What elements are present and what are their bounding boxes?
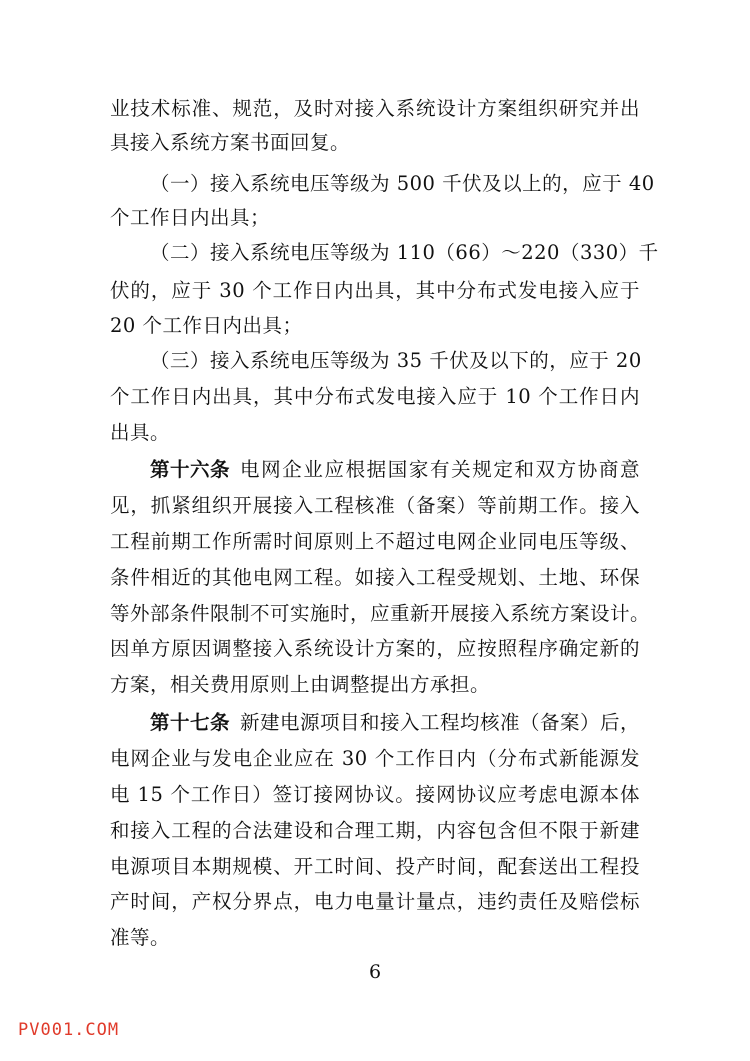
text-line: （三）接入系统电压等级为 35 千伏及以下的，应于 20 (150, 349, 642, 372)
text-line: （一）接入系统电压等级为 500 千伏及以上的，应于 40 (150, 172, 655, 195)
watermark: PV001.COM (18, 1020, 120, 1040)
text-line: 工程前期工作所需时间原则上不超过电网企业同电压等级、 (110, 530, 640, 553)
text-line: 等外部条件限制不可实施时，应重新开展接入系统方案设计。 (110, 602, 651, 625)
article-16-first-line (150, 458, 640, 482)
text-line: （二）接入系统电压等级为 110（66）～220（330）千 (150, 241, 659, 264)
text-line: 20 个工作日内出具； (110, 314, 303, 337)
article-17-first-line (150, 711, 640, 735)
article-17-heading: 第十七条 (150, 711, 231, 734)
text-line: 出具。 (110, 421, 171, 444)
text-line: 电网企业应根据国家有关规定和双方协商意 (240, 458, 640, 481)
text-line: 产时间，产权分界点，电力电量计量点，违约责任及赔偿标 (110, 890, 640, 913)
article-16-heading: 第十六条 (150, 458, 231, 481)
text-line: 方案，相关费用原则上由调整提出方承担。 (110, 673, 491, 696)
text-line: 电源项目本期规模、开工时间、投产时间，配套送出工程投 (110, 855, 640, 878)
text-line: 因单方原因调整接入系统设计方案的，应按照程序确定新的 (110, 637, 640, 660)
text-line: 见，抓紧组织开展接入工程核准（备案）等前期工作。接入 (110, 494, 640, 517)
text-line: 具接入系统方案书面回复。 (110, 131, 351, 154)
text-line: 准等。 (110, 926, 171, 949)
text-line: 个工作日内出具，其中分布式发电接入应于 10 个工作日内 (110, 385, 640, 408)
page-number: 6 (368, 961, 382, 983)
text-line: 个工作日内出具； (110, 206, 271, 229)
text-line: 条件相近的其他电网工程。如接入工程受规划、土地、环保 (110, 566, 640, 589)
text-line: 电网企业与发电企业应在 30 个工作日内（分布式新能源发 (110, 747, 640, 770)
text-line: 和接入工程的合法建设和合理工期，内容包含但不限于新建 (110, 819, 640, 842)
text-line: 业技术标准、规范，及时对接入系统设计方案组织研究并出 (110, 97, 640, 120)
text-line: 电 15 个工作日）签订接网协议。接网协议应考虑电源本体 (110, 783, 640, 806)
text-line: 新建电源项目和接入工程均核准（备案）后， (240, 711, 641, 734)
text-line: 伏的，应于 30 个工作日内出具，其中分布式发电接入应于 (110, 279, 640, 302)
